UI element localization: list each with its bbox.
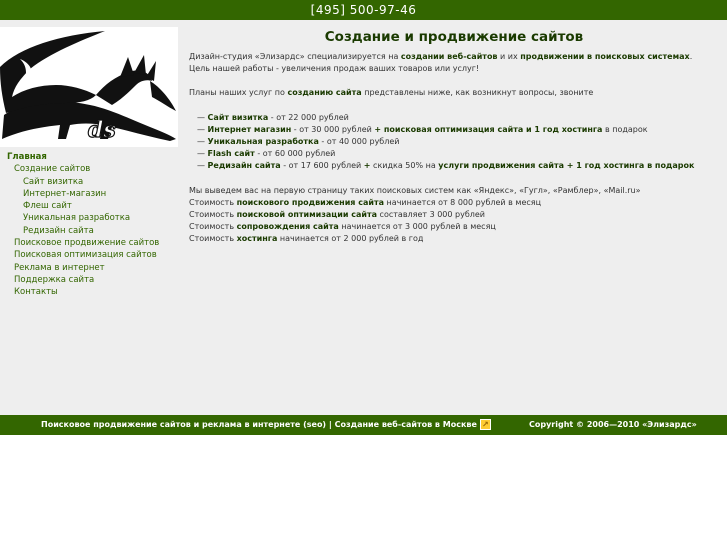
- intro-text: Дизайн-студия «Элизардс» специализируется на: [189, 52, 401, 61]
- price-text: Стоимость: [189, 197, 237, 207]
- plans-text: Планы наших услуг по: [189, 88, 288, 98]
- price-text: начинается от 3 000 рублей в месяц: [338, 222, 496, 232]
- price-text: начинается от 8 000 рублей в месяц: [384, 197, 542, 207]
- service-dash: —: [197, 112, 208, 122]
- nav-item-business-card-site[interactable]: Сайт визитка: [23, 176, 84, 187]
- content-area: [0, 20, 727, 415]
- plans-line: [189, 87, 719, 99]
- nav-item-internet-ads[interactable]: Реклама в интернет: [14, 262, 105, 273]
- price-bold: поисковой оптимизации сайта: [236, 210, 378, 220]
- service-name: Сайт визитка: [207, 112, 269, 122]
- intro-line-2: Цель нашей работы - увеличения продаж ваших товаров или услуг!: [189, 64, 480, 74]
- plans-text: представлены ниже, как возникнут вопросы, звоните: [361, 88, 594, 98]
- sidebar-nav: [0, 151, 180, 299]
- service-item: [189, 124, 719, 136]
- price-row: [189, 197, 719, 209]
- price-row: [189, 221, 719, 233]
- service-dash: —: [197, 124, 208, 134]
- nav-item-redesign[interactable]: Редизайн сайта: [23, 225, 94, 236]
- nav-item-flash-site[interactable]: Флеш сайт: [23, 201, 72, 212]
- svg-text:ds: ds: [88, 117, 116, 143]
- footer-link-seo[interactable]: Поисковое продвижение сайтов и реклама в интернете (seo): [41, 420, 327, 429]
- price-bold: сопровождения сайта: [236, 222, 339, 232]
- intro-text: и их: [497, 52, 521, 61]
- service-bonus: услуги продвижения сайта + 1 год хостинга в подарок: [438, 161, 695, 171]
- service-price: - от 22 000 рублей: [268, 112, 349, 122]
- nav-item-unique-development[interactable]: Уникальная разработка: [23, 213, 131, 224]
- external-link-icon[interactable]: ↗: [480, 419, 491, 430]
- service-tail: в подарок: [602, 124, 648, 134]
- footer-links: [41, 415, 477, 435]
- service-item: [189, 136, 719, 148]
- service-price: - от 17 600 рублей: [280, 161, 364, 171]
- nav-item-site-creation[interactable]: Создание сайтов: [14, 164, 91, 175]
- service-price: - от 60 000 рублей: [254, 149, 336, 159]
- service-dash: —: [197, 149, 208, 159]
- service-name: Интернет магазин: [207, 124, 292, 134]
- header-bar: [0, 0, 727, 20]
- service-item: [189, 160, 719, 172]
- nav-item-home[interactable]: Главная: [7, 152, 47, 162]
- price-text: Стоимость: [189, 234, 237, 244]
- nav-item-site-support[interactable]: Поддержка сайта: [14, 274, 95, 285]
- logo[interactable]: [0, 27, 178, 147]
- price-text: составляет 3 000 рублей: [377, 210, 486, 220]
- service-dash: —: [197, 137, 208, 147]
- service-discount: скидка 50% на: [370, 161, 439, 171]
- intro-bold-site-creation: создании веб-сайтов: [400, 52, 498, 61]
- price-text: начинается от 2 000 рублей в год: [277, 234, 424, 244]
- footer-link-web-creation[interactable]: Создание веб-сайтов в Москве: [334, 420, 477, 429]
- service-plus: +: [363, 161, 371, 171]
- nav-item-contacts[interactable]: Контакты: [14, 287, 58, 298]
- service-item: [189, 148, 719, 160]
- price-row: [189, 209, 719, 221]
- intro-bold-seo: продвижении в поисковых системах: [520, 52, 690, 61]
- footer-separator: |: [326, 420, 335, 429]
- nav-item-online-store[interactable]: Интернет-магазин: [23, 188, 107, 199]
- service-name: Редизайн сайта: [207, 161, 281, 171]
- price-bold: поискового продвижения сайта: [236, 197, 385, 207]
- nav-item-seo-optimization[interactable]: Поисковая оптимизация сайтов: [14, 250, 157, 261]
- service-name: Уникальная разработка: [207, 137, 319, 147]
- price-text: Стоимость: [189, 210, 237, 220]
- price-text: Стоимость: [189, 222, 237, 232]
- intro-line-1: [189, 51, 719, 63]
- service-dash: —: [197, 161, 208, 171]
- service-name: Flash сайт: [207, 149, 255, 159]
- plans-bold: созданию сайта: [287, 88, 362, 98]
- nav-item-seo-promotion[interactable]: Поисковое продвижение сайтов: [14, 238, 160, 249]
- phone-number: [495] 500-97-46: [310, 3, 417, 17]
- service-price: - от 30 000 рублей: [291, 124, 375, 134]
- promo-line: Мы выведем вас на первую страницу таких поисковых систем как «Яндекс», «Гугл», «Рамблер», «Mail.ru»: [189, 185, 641, 195]
- price-row: [189, 233, 719, 245]
- footer-bar: [0, 415, 727, 435]
- page-title: Создание и продвижение сайтов: [324, 29, 584, 45]
- intro-text: .: [689, 52, 693, 61]
- price-bold: хостинга: [236, 234, 278, 244]
- service-item: [189, 112, 719, 124]
- service-bonus: + поисковая оптимизация сайта и 1 год хостинга: [374, 124, 603, 134]
- copyright: Copyright © 2006—2010 «Элизардс»: [529, 420, 697, 429]
- service-price: - от 40 000 рублей: [318, 137, 400, 147]
- iguana-logo-icon: [0, 27, 178, 147]
- main-content: [189, 28, 719, 246]
